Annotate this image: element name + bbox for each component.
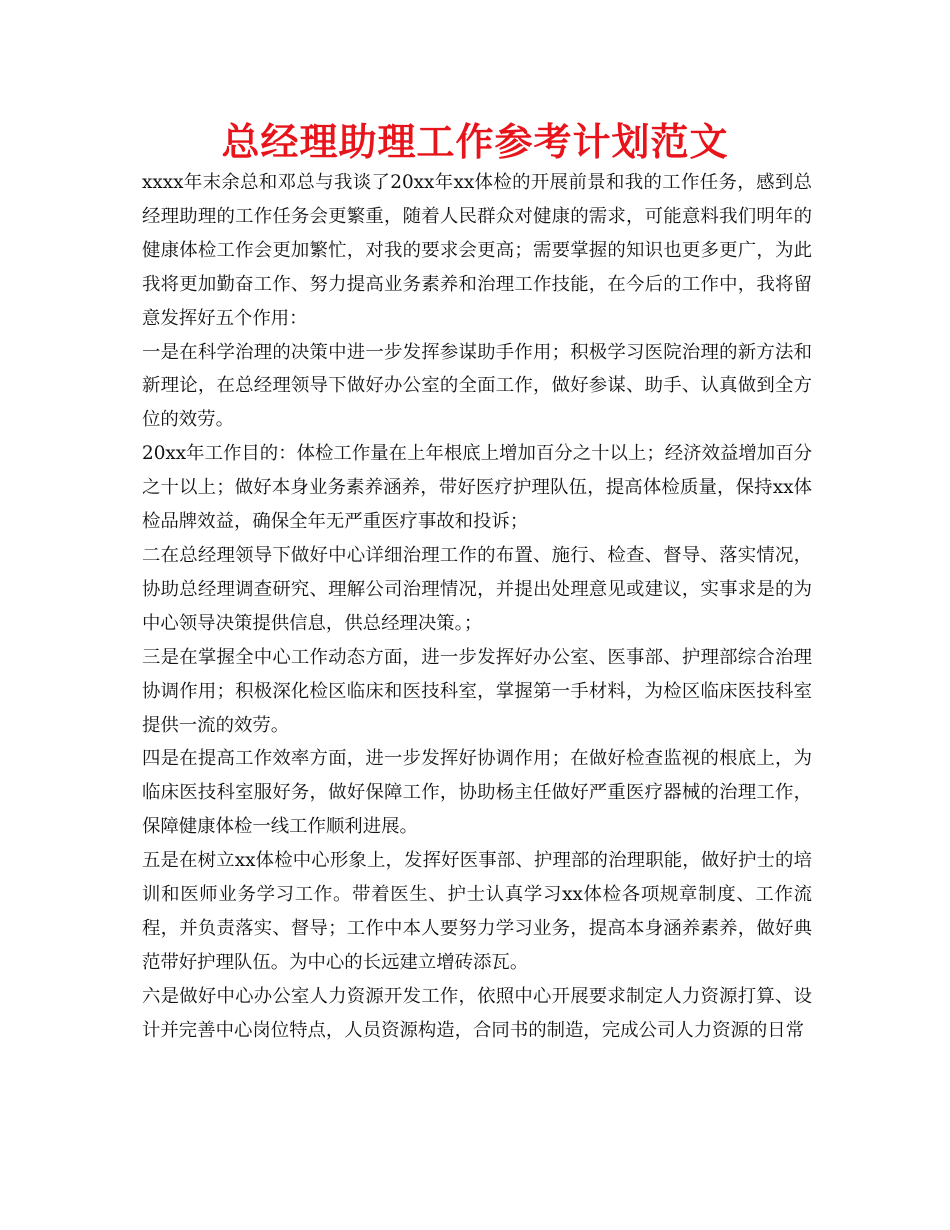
paragraph-intro: xxxx年末余总和邓总与我谈了20xx年xx体检的开展前景和我的工作任务，感到总经理助理的工作任务会更繁重，随着人民群众对健康的需求，可能意料我们明年的健康体检工作会更加繁忙，对我的要求会更高；需要掌握的知识也更多更广，为此我将更加勤奋工作、努力提高业务素养和治理工作技能，在今后的工作中，我将留意发挥好五个作用： xyxy=(142,172,812,329)
paragraph-goals: 20xx年工作目的：体检工作量在上年根底上增加百分之十以上；经济效益增加百分之十以上；做好本身业务素养涵养，带好医疗护理队伍，提高体检质量，保持xx体检品牌效益，确保全年无严重医疗事故和投诉； xyxy=(142,443,812,533)
paragraph-item-6: 六是做好中心办公室人力资源开发工作，依照中心开展要求制定人力资源打算、设计并完善中心岗位特点，人员资源构造，合同书的制造，完成公司人力资源的日常 xyxy=(142,985,812,1041)
paragraph-item-4: 四是在提高工作效率方面，进一步发挥好协调作用；在做好检查监视的根底上，为临床医技科室服好务，做好保障工作，协助杨主任做好严重医疗器械的治理工作，保障健康体检一线工作顺利进展。 xyxy=(142,748,812,838)
document-body xyxy=(142,166,812,1048)
paragraph-item-5: 五是在树立xx体检中心形象上，发挥好医事部、护理部的治理职能，做好护士的培训和医师业务学习工作。带着医生、护士认真学习xx体检各项规章制度、工作流程，并负责落实、督导；工作中本人要努力学习业务，提高本身涵养素养，做好典范带好护理队伍。为中心的长远建立增砖添瓦。 xyxy=(142,850,812,973)
paragraph-item-3: 三是在掌握全中心工作动态方面，进一步发挥好办公室、医事部、护理部综合治理协调作用；积极深化检区临床和医技科室，掌握第一手材料，为检区临床医技科室提供一流的效劳。 xyxy=(142,646,812,736)
paragraph-item-2: 二在总经理领导下做好中心详细治理工作的布置、施行、检查、督导、落实情况，协助总经理调查研究、理解公司治理情况，并提出处理意见或建议，实事求是的为中心领导决策提供信息，供总经理决策。； xyxy=(142,544,812,634)
paragraph-item-1: 一是在科学治理的决策中进一步发挥参谋助手作用；积极学习医院治理的新方法和新理论，在总经理领导下做好办公室的全面工作，做好参谋、助手、认真做到全方位的效劳。 xyxy=(142,341,812,431)
document-title: 总经理助理工作参考计划范文 xyxy=(221,120,729,164)
